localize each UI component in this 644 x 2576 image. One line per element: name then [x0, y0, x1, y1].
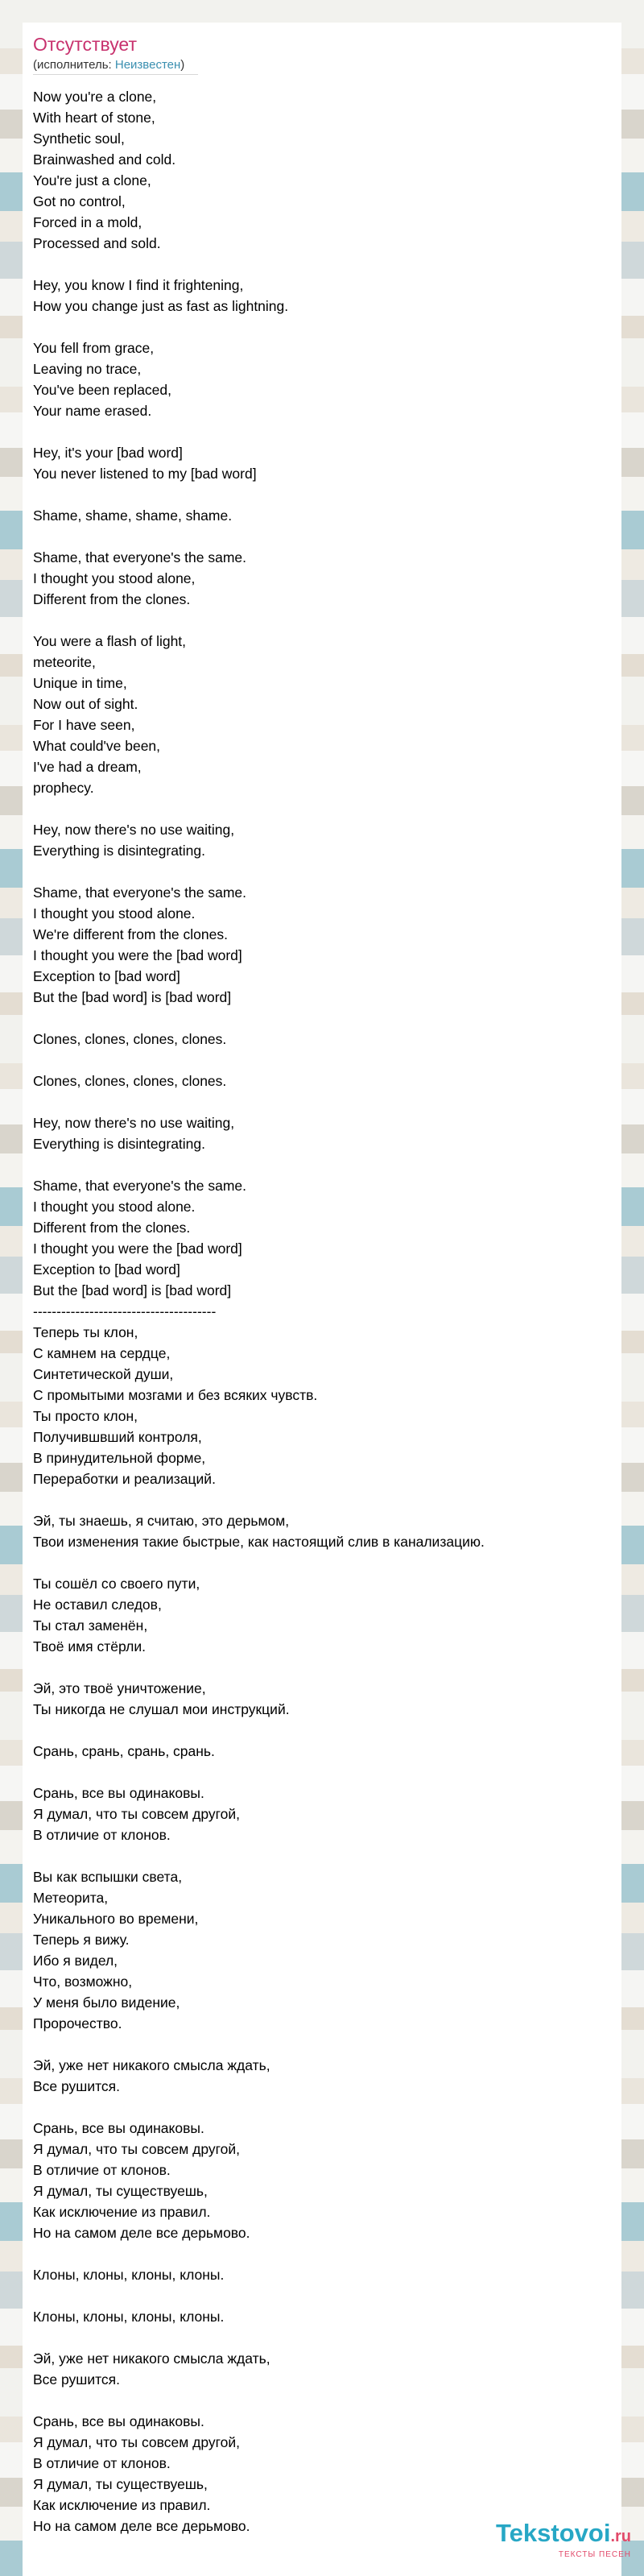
- lyrics-text: Now you're a clone, With heart of stone, Synthetic soul, Brainwashed and cold. You're just a clone, Got no control, Forced in a mold, Processed and sold. Hey, you know I find it frightening, How you change just as fast as lightning. You fell from grace, Leaving no trace, You've been replaced, Your name erased. Hey, it's your [bad word] You never listened to my [bad word] Shame, shame, shame, shame. Shame, that everyone's the same. I thought you stood alone, Different from the clones. You were a flash of light, meteorite, Unique in time, Now out of sight. For I have seen, What could've been, I've had a dream, prophecy. Hey, now there's no use waiting, Everything is disintegrating. Shame, that everyone's the same. I thought you stood alone. We're different from the clones. I thought you were the [bad word] Exception to [bad word] But the [bad word] is [bad word] Clones, clones, clones, clones. Clones, clones, clones, clones. Hey, now there's no use waiting, Everything is disintegrating. Shame, that everyone's the same. I thought you stood alone. Different from the clones. I thought you were the [bad word] Exception to [bad word] But the [bad word] is [bad word] --------------------------------------- Теперь ты клон, С камнем на сердце, Синтетической души, С промытыми мозгами и без всяких чувств. Ты просто клон, Получившвший контроля, В принудительной форме, Переработки и реализаций. Эй, ты знаешь, я считаю, это дерьмом, Твои изменения такие быстрые, как настоящий слив в канализацию. Ты сошёл со своего пути, Не оставил следов, Ты стал заменён, Твоё имя стёрли. Эй, это твоё уничтожение, Ты никогда не слушал мои инструкций. Срань, срань, срань, срань. Срань, все вы одинаковы. Я думал, что ты совсем другой, В отличие от клонов. Вы как вспышки света, Метеорита, Уникального во времени, Теперь я вижу. Ибо я видел, Что, возможно, У меня было видение, Пророчество. Эй, уже нет никакого смысла ждать, Все рушится. Срань, все вы одинаковы. Я думал, что ты совсем другой, В отличие от клонов. Я думал, ты существуешь, Как исключение из правил. Но на самом деле все дерьмово. Клоны, клоны, клоны, клоны. Клоны, клоны, клоны, клоны. Эй, уже нет никакого смысла ждать, Все рушится. Срань, все вы одинаковы. Я думал, что ты совсем другой, В отличие от клонов. Я думал, ты существуешь, Как исключение из правил. Но на самом деле все дерьмово.: [33, 89, 485, 2534]
- logo-wordmark: [496, 2520, 631, 2550]
- logo-name: Tekstovoi: [496, 2519, 611, 2547]
- artist-line: [33, 58, 184, 72]
- song-title: Отсутствует: [33, 34, 137, 55]
- artist-prefix: (исполнитель:: [33, 58, 115, 72]
- title-divider: [33, 74, 198, 75]
- logo-tagline: ТЕКСТЫ ПЕСЕН: [558, 2550, 631, 2559]
- artist-suffix: ): [180, 58, 185, 72]
- artist-link[interactable]: Неизвестен: [114, 58, 181, 72]
- site-logo[interactable]: [496, 2520, 631, 2560]
- logo-tld: .ru: [610, 2528, 631, 2545]
